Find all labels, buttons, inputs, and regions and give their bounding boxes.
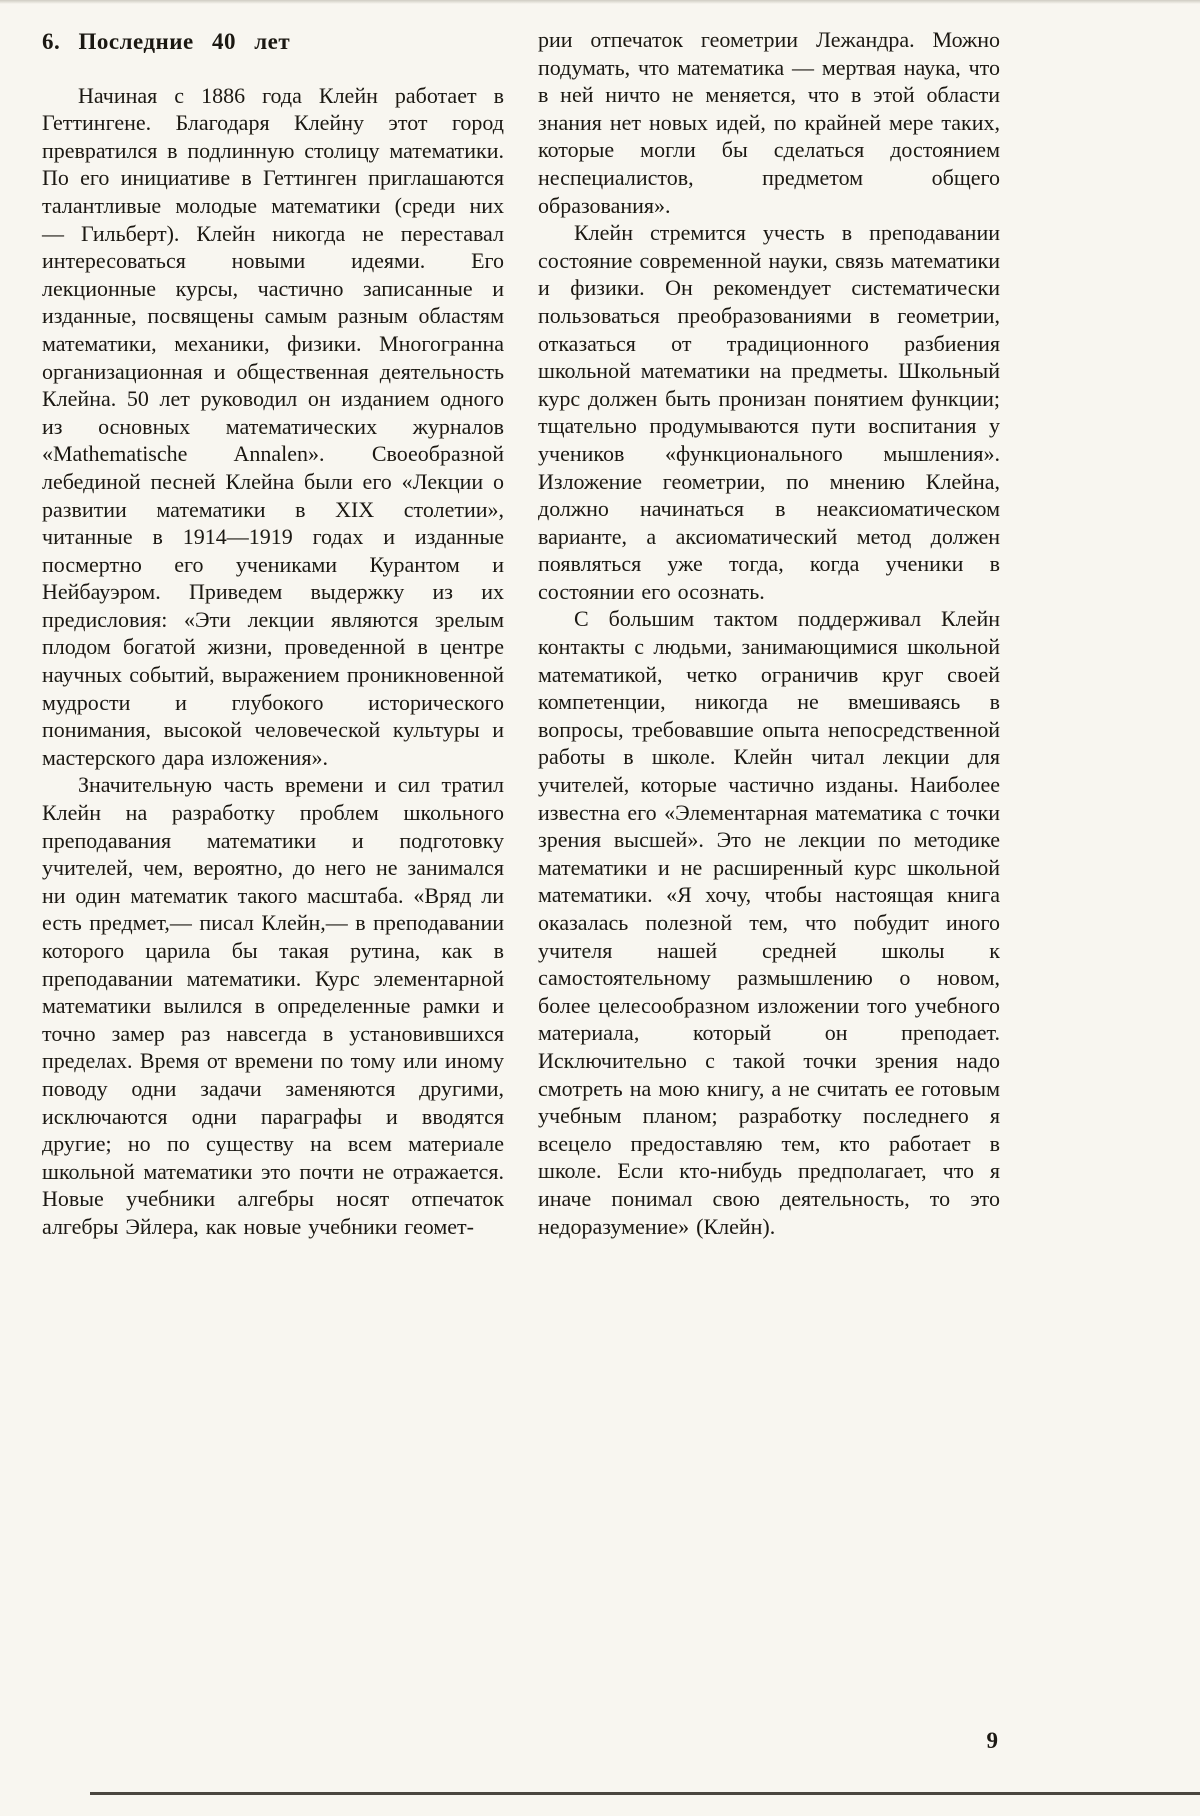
left-column	[42, 26, 504, 1241]
paragraph-elementary-mathematics: С большим тактом поддерживал Клейн контакты с людьми, занимающимися школьной математикой, четко ограничив круг своей компетенции, никогда не вмешиваясь в вопросы, требовавшие опыта непосредственной работы в школе. Клейн читал лекции для учителей, которые частично изданы. Наиболее известна его «Элементарная математика с точки зрения высшей». Это не лекции по методике математики и не расширенный курс школьной математики. «Я хочу, чтобы настоящая книга оказалась полезной тем, что побудит иного учителя нашей средней школы к самостоятельному размышлению о новом, более целесообразном изложении того учебного материала, который он преподает. Исключительно с такой точки зрения надо смотреть на мою книгу, а не считать ее готовым учебным планом; разработку последнего я всецело предоставляю тем, кто работает в школе. Если кто-нибудь предполагает, что я иначе понимал свою деятельность, то это недоразумение» (Клейн).	[538, 606, 1000, 1239]
right-column	[538, 26, 1000, 1241]
scan-edge-top	[0, 0, 1200, 4]
paragraph-continuation: рии отпечаток геометрии Лежандра. Можно подумать, что математика — мертвая наука, что в ней ничто не меняется, что в этой области знания нет новых идей, по крайней мере таких, которые могли бы сделаться достоянием неспециалистов, предметом общего образования».	[538, 27, 1000, 218]
page-number: 9	[986, 1728, 998, 1753]
paragraph-klein-gottingen: Начиная с 1886 года Клейн работает в Геттингене. Благодаря Клейну этот город превратился в подлинную столицу математики. По его инициативе в Геттинген приглашаются талантливые молодые математики (среди них — Гильберт). Клейн никогда не переставал интересоваться новыми идеями. Его лекционные курсы, частично записанные и изданные, посвящены самым разным областям математики, механики, физики. Многогранна организационная и общественная деятельность Клейна. 50 лет руководил он изданием одного из основных математических журналов «Mathematische Annalen». Своеобразной лебединой песней Клейна были его «Лекции о развитии математики в XIX столетии», читанные в 1914—1919 годах и изданные посмертно его учениками Курантом и Нейбауэром. Приведем выдержку из их предисловия: «Эти лекции являются зрелым плодом богатой жизни, проведенной в центре научных событий, выражением проникновенной мудрости и глубокого исторического понимания, высокой человеческой культуры и мастерского дара изложения».	[42, 82, 504, 770]
page-content	[42, 26, 1000, 1241]
section-heading: 6. Последние 40 лет	[42, 29, 291, 54]
paragraph-school-teaching: Значительную часть времени и сил тратил Клейн на разработку проблем школьного преподавания математики и подготовку учителей, чем, вероятно, до него не занимался ни один математик такого масштаба. «Вряд ли есть предмет,— писал Клейн,— в преподавании которого царила бы такая рутина, как в преподавании математики. Курс элементарной математики вылился в определенные рамки и точно замер раз навсегда в установившихся пределах. Время от времени по тому или иному поводу одни задачи заменяются другими, исключаются одни параграфы и вводятся другие; но по существу на всем материале школьной математики это почти не отражается. Новые учебники алгебры носят отпечаток алгебры Эйлера, как новые учебники геомет-	[42, 772, 504, 1239]
scan-edge-bottom	[90, 1792, 1200, 1795]
paragraph-klein-pedagogy: Клейн стремится учесть в преподавании состояние современной науки, связь математики и физики. Он рекомендует систематически пользоваться преобразованиями в геометрии, отказаться от традиционного разбиения школьной математики на предметы. Школьный курс должен быть пронизан понятием функции; тщательно продумываются пути воспитания у учеников «функционального мышления». Изложение геометрии, по мнению Клейна, должно начинаться в неаксиоматическом варианте, а аксиоматический метод должен появляться уже тогда, когда ученики в состоянии его осознать.	[538, 220, 1000, 604]
